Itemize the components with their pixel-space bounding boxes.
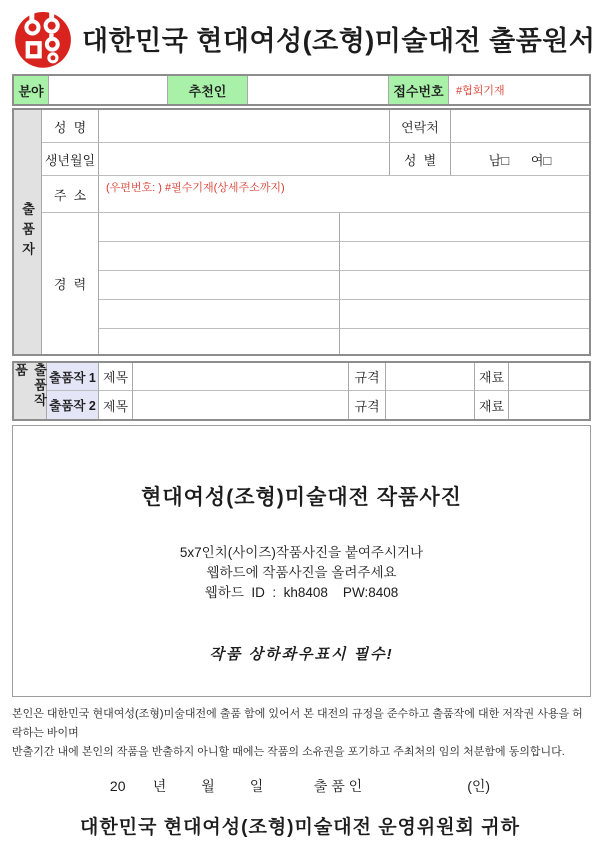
form-header [0,0,600,72]
recommender-label: 추천인 [168,76,248,104]
artwork2-title-input[interactable] [133,391,349,419]
date-signature-line [0,776,600,796]
artwork1-material-input[interactable] [509,363,589,391]
artwork2-material-input[interactable] [509,391,589,419]
artwork-row-2 [47,391,589,419]
artworks-table [12,361,591,421]
artwork2-title-label: 제목 [99,391,133,419]
career-input[interactable] [99,271,340,300]
gender-label: 성 별 [390,143,451,176]
contact-label: 연락처 [390,110,451,143]
career-input[interactable] [340,300,589,329]
pledge-line-1: 본인은 대한민국 현대여성(조형)미술대전에 출품 함에 있어서 본 대전의 규정을 준수하고 출품작에 대한 저작권 사용을 허락하는 바이며 [12,708,583,739]
artwork1-size-label: 규격 [349,363,386,391]
artwork2-size-input[interactable] [386,391,475,419]
address-label: 주 소 [42,176,99,213]
artwork2-size-label: 규격 [349,391,386,419]
photo-instruction-2: 웹하드에 작품사진을 올려주세요 [206,565,397,580]
artwork2-material-label: 재료 [475,391,509,419]
top-info-table [12,74,591,106]
career-input[interactable] [340,213,589,242]
field-input[interactable] [49,76,168,104]
address-input[interactable] [99,176,589,213]
career-input[interactable] [99,329,340,354]
field-label: 분야 [14,76,49,104]
career-input[interactable] [340,329,589,354]
contact-input[interactable] [451,110,589,143]
pledge-line-2: 반출기간 내에 본인의 작품을 반출하지 아니할 때에는 작품의 소유권을 포기하고 주최처의 임의 처분함에 동의합니다. [12,746,565,758]
artwork1-title-label: 제목 [99,363,133,391]
artwork1-size-input[interactable] [386,363,475,391]
recommender-input[interactable] [248,76,389,104]
career-label: 경 력 [42,213,99,354]
career-input[interactable] [340,242,589,271]
artwork-row-1 [47,363,589,391]
artwork1-title-input[interactable] [133,363,349,391]
photo-instruction-1: 5x7인치(사이즈)작품사진을 붙여주시거나 [179,545,424,560]
artwork1-label: 출품작 1 [47,363,99,391]
birthdate-label: 생년월일 [42,143,99,176]
artwork1-material-label: 재료 [475,363,509,391]
birthdate-input[interactable] [99,143,390,176]
address-note: (우편번호: ) #필수기재(상세주소까지) [106,182,285,194]
webhard-credentials: 웹하드 ID : kh8408 PW:8408 [204,585,399,600]
applicant-section-label: 출품자 [14,110,42,354]
artwork-photo-box [12,425,591,697]
career-input[interactable] [99,213,340,242]
seal-mark: (인) [467,778,491,794]
name-label: 성 명 [42,110,99,143]
career-input[interactable] [99,242,340,271]
photo-box-title: 현대여성(조형)미술대전 작품사진 [141,486,462,509]
career-section [42,213,589,354]
receipt-number-label: 접수번호 [389,76,449,104]
artworks-section-label: 출품작품 [14,363,47,419]
career-input[interactable] [99,300,340,329]
receipt-number-note: #협회기재 [456,85,505,97]
name-input[interactable] [99,110,390,143]
career-input[interactable] [340,271,589,300]
gender-checkboxes[interactable]: 남□ 여□ [451,143,589,176]
page-title: 대한민국 현대여성(조형)미술대전 출품원서 [82,25,596,56]
pledge-text [12,705,590,762]
association-logo-icon [12,7,74,69]
date-fields[interactable]: 20 년 월 일 출 품 인 [109,778,363,794]
applicant-table [12,108,591,356]
addressee-line: 대한민국 현대여성(조형)미술대전 운영위원회 귀하 [80,817,520,838]
artwork2-label: 출품작 2 [47,391,99,419]
orientation-note: 작품 상하좌우표시 필수! [209,646,394,663]
